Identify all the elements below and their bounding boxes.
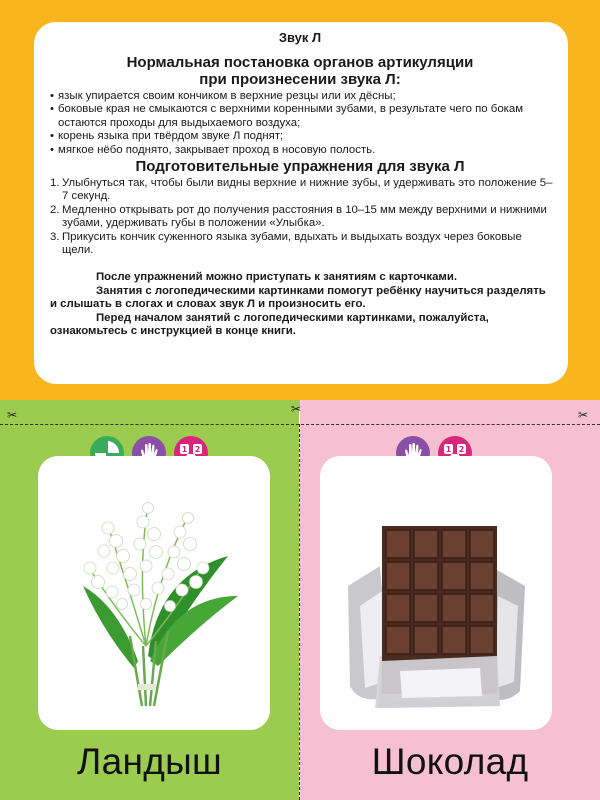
closing-paragraph: После упражнений можно приступать к занятиям с карточками.: [96, 271, 458, 284]
exercise-item: 3. Прикусить кончик суженного языка зубами, вдыхать и выдыхать воздух через боковые щели.: [46, 231, 554, 258]
scissors-icon: ✂: [291, 402, 302, 416]
exercise-item: 2. Медленно открывать рот до получения расстояния в 10–15 мм между верхними и нижними зубами, удерживать губы в положении «Улыбка».: [46, 204, 554, 231]
closing-paragraph: Занятия с логопедическими картинками помогут ребёнку научиться разделять и слышать в слогах и словах звук Л и произносить его.: [50, 284, 546, 311]
svg-text:2: 2: [194, 445, 201, 454]
svg-text:1: 1: [445, 445, 452, 454]
card-landysh[interactable]: [0, 400, 302, 800]
closing-text: [46, 271, 554, 338]
scissors-icon: ✂: [578, 408, 589, 422]
instructions-title: Звук Л: [278, 30, 322, 45]
card-word: Шоколад: [371, 741, 529, 782]
articulation-heading: [46, 54, 554, 88]
articulation-list: [46, 90, 554, 157]
exercise-item: 1. Улыбнуться так, чтобы были видны верхние и нижние зубы, и удерживать это положение 5–7 секунд.: [46, 177, 554, 204]
svg-text:1: 1: [181, 445, 188, 454]
exercises-heading: Подготовительные упражнения для звука Л: [135, 158, 465, 176]
articulation-heading-line1: Нормальная постановка органов артикуляции: [126, 54, 474, 71]
exercises-list: [46, 177, 554, 257]
chocolate-bar-picture: [320, 456, 552, 730]
articulation-item: • боковые края не смыкаются с верхними коренными зубами, в результате чего по бокам остаются проходы для выдыхаемого воздуха;: [46, 103, 554, 130]
articulation-item: • корень языка при твёрдом звуке Л поднят;: [46, 130, 554, 143]
horizontal-cut-line: [0, 424, 600, 425]
svg-text:2: 2: [458, 445, 465, 454]
scissors-icon: ✂: [7, 408, 18, 422]
picture-card: [320, 456, 552, 730]
articulation-item: • мягкое нёбо поднято, закрывает проход в носовую полость.: [46, 144, 554, 157]
instructions-card: [34, 22, 568, 384]
card-shokolad[interactable]: [300, 400, 600, 800]
picture-card: [38, 456, 270, 730]
lily-of-the-valley-picture: [38, 456, 270, 730]
articulation-heading-line2: при произнесении звука Л:: [199, 71, 401, 88]
articulation-item: • язык упирается своим кончиком в верхние резцы или их дёсны;: [46, 90, 554, 103]
vertical-cut-line: [299, 424, 300, 800]
card-word: Ландыш: [77, 741, 222, 782]
closing-paragraph: Перед началом занятий с логопедическими картинками, пожалуйста, ознакомьтесь с инструкцией в конце книги.: [50, 311, 489, 338]
